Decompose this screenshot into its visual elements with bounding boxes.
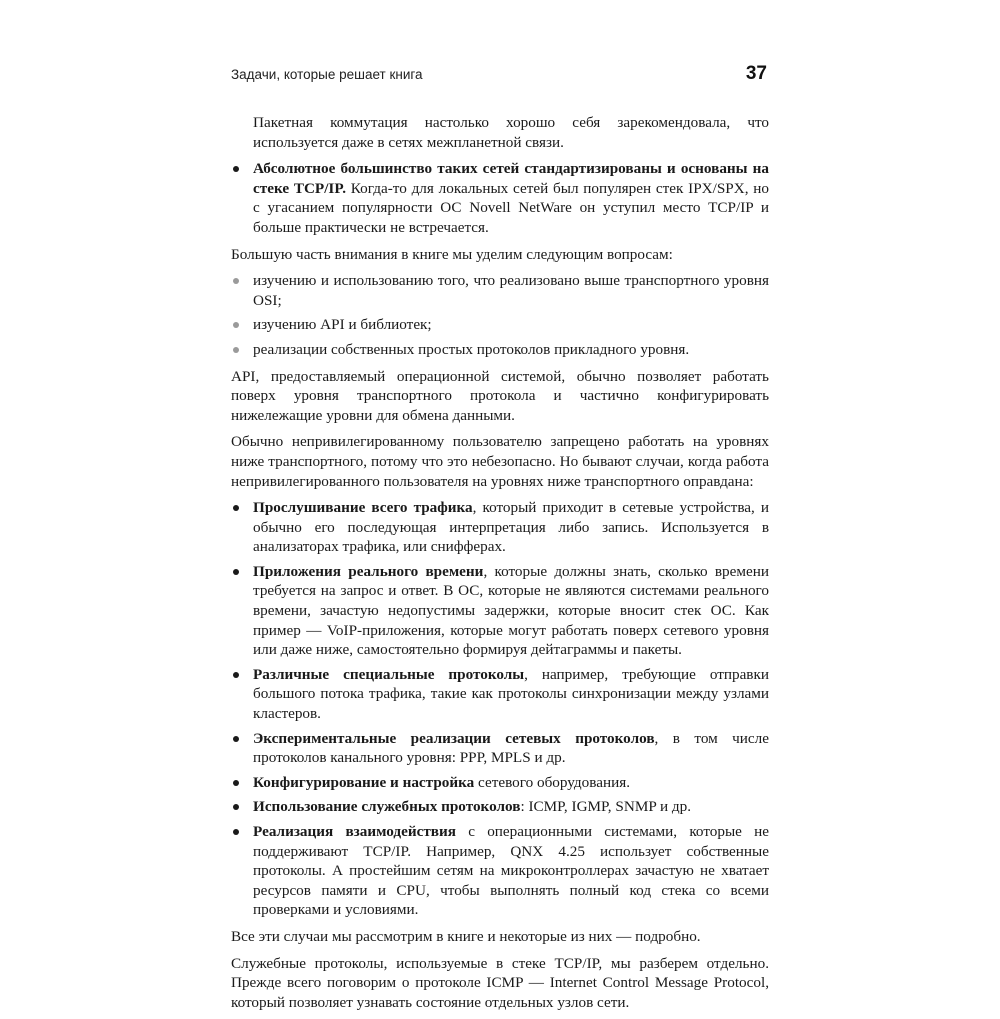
list-item-bold: Реализация взаимодействия [253,823,456,840]
list-item [231,797,769,817]
list-item-text: , в том числе протоколов канального уровня: PPP, MPLS и др. [253,729,769,767]
bullet-icon [233,505,239,511]
list-item-bold: Различные специальные протоколы [253,665,525,683]
list-item-bold: Конфигурирование и настройка [253,773,475,791]
list-item-bold: Использование служебных протоколов [253,798,521,816]
list-item [231,159,769,237]
list-item-bold: Прослушивание всего трафика [253,499,473,517]
list-item-text: с операционными системами, которые не поддерживают TCP/IP. Например, QNX 4.25 использует собственные протоколы. А простейшим сетям на микроконтроллерах зачастую не хватает ресурсов памяти и CPU, чтобы выполнять полный код стека со всеми проверками и условиями. [253,823,770,919]
list-item [231,340,769,360]
bullet-icon [233,278,239,284]
closing-paragraph-1: Все эти случаи мы рассмотрим в книге и некоторые из них — подробно. [231,927,701,945]
unprivileged-paragraph: Обычно непривилегированному пользователю запрещено работать на уровнях ниже транспортного, потому что это небезопасно. Но бывают случаи, когда работа непривилегированного пользователя на уровнях ниже транспортного оправдана: [231,433,769,490]
focus-intro: Большую часть внимания в книге мы уделим следующим вопросам: [231,245,673,263]
cases-list [231,498,769,920]
running-header [231,63,767,87]
list-item [231,562,769,660]
list-item-text: , например, требующие отправки большого потока трафика, такие как протоколы синхронизации между узлами кластеров. [253,665,769,723]
list-item-text: изучению API и библиотек; [253,316,432,334]
bullet-icon [233,804,239,810]
bullet-icon [233,322,239,328]
bullet-icon [233,569,239,575]
list-item-bold: Экспериментальные реализации сетевых протоколов [253,729,655,747]
list-item [231,665,769,724]
tcpip-list [231,159,769,237]
list-item [231,822,769,920]
running-header-title: Задачи, которые решает книга [231,67,423,82]
closing-paragraph-2: Служебные протоколы, используемые в стеке TCP/IP, мы разберем отдельно. Прежде всего поговорим о протоколе ICMP — Internet Control Message Protocol, который позволяет узнавать состояние отдельных узлов сети. [231,954,769,1011]
list-item [231,773,769,793]
list-item-text: , который приходит в сетевые устройства, и обычно его последующая интерпретация либо запись. Используется в анализаторах трафика, или снифферах. [253,499,769,556]
page-body [231,113,769,1019]
list-item-text: реализации собственных простых протоколов прикладного уровня. [253,340,690,358]
page-number: 37 [745,63,767,84]
list-item-bold: Приложения реального времени [253,562,484,580]
list-item-text: , которые должны знать, сколько времени требуется на запрос и ответ. В ОС, которые не являются системами реального времени, зачастую недопустимы задержки, которые вносит стек ОС. Как пример — VoIP-приложения, которые могут работать поверх сетевого уровня или даже ниже, самостоятельно формируя дейтаграммы и пакеты. [253,562,769,659]
bullet-icon [233,166,239,172]
bullet-icon [233,347,239,353]
list-item-text: изучению и использованию того, что реализовано выше транспортного уровня OSI; [253,272,769,309]
intro-paragraph: Пакетная коммутация настолько хорошо себя зарекомендовала, что используется даже в сетях межпланетной связи. [253,114,769,151]
list-item-text: Когда-то для локальных сетей был популярен стек IPX/SPX, но с угасанием популярности ОС Novell NetWare он уступил место TCP/IP и больше практически не встречается. [253,179,770,236]
list-item [231,271,769,310]
list-item [231,315,769,335]
bullet-icon [233,780,239,786]
list-item [231,729,769,768]
list-item [231,498,769,557]
list-item-text: сетевого оборудования. [474,773,630,791]
list-item-text: : ICMP, IGMP, SNMP и др. [520,798,692,816]
api-paragraph: API, предоставляемый операционной системой, обычно позволяет работать поверх уровня транспортного протокола и частично конфигурировать нижележащие уровни для обмена данными. [231,367,769,424]
bullet-icon [233,672,239,678]
bullet-icon [233,829,239,835]
list-item-bold: Абсолютное большинство таких сетей стандартизированы и основаны на стеке TCP/IP. [253,160,769,197]
bullet-icon [233,736,239,742]
focus-list [231,271,769,359]
